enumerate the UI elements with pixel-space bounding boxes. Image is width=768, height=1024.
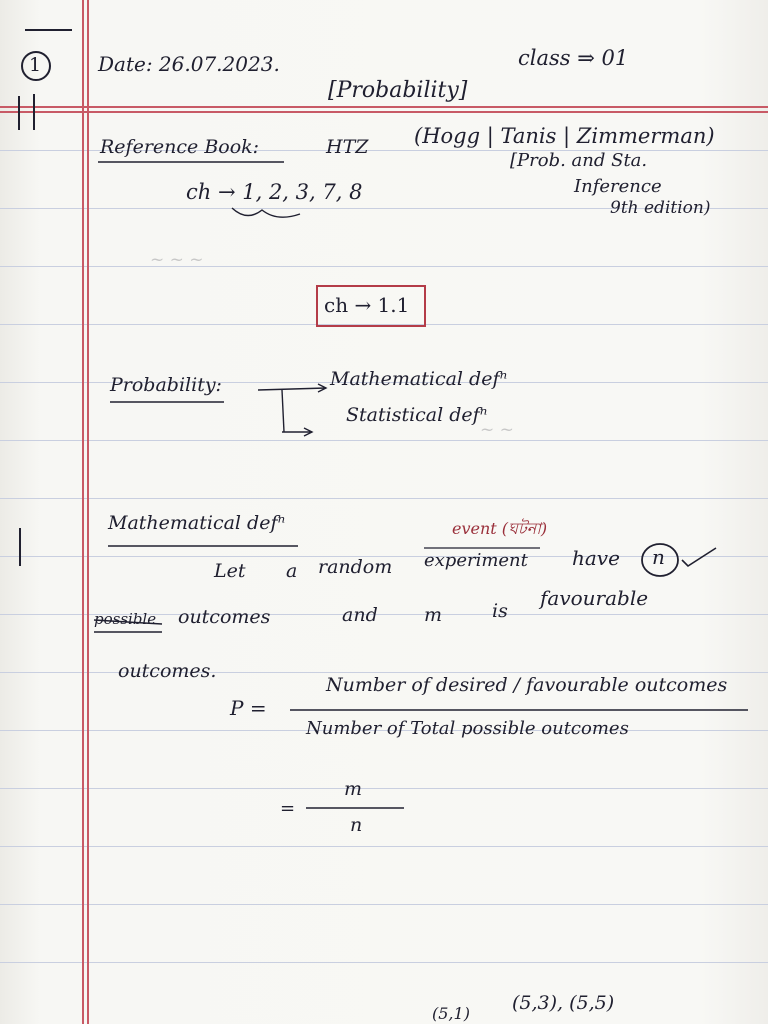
statistical-definition-branch: Statistical defⁿ xyxy=(346,404,488,426)
def-word-possible-struck: possible xyxy=(94,610,157,628)
date-text: Date: 26.07.2023. xyxy=(98,52,280,76)
page-number: 1 xyxy=(29,54,42,76)
def-variable-m: m xyxy=(424,604,443,626)
formula-numerator: Number of desired / favourable outcomes xyxy=(326,674,728,696)
def-word-experiment: experiment xyxy=(424,550,528,571)
def-word-a: a xyxy=(286,560,298,582)
def-word-let: Let xyxy=(214,560,246,582)
chapters-list: ch → 1, 2, 3, 7, 8 xyxy=(186,180,363,204)
bleed-through-text: ~ ~ xyxy=(480,420,514,440)
mathematical-definition-branch: Mathematical defⁿ xyxy=(330,368,508,390)
def-word-random: random xyxy=(318,556,393,578)
def-word-have: have xyxy=(572,546,620,570)
formula2-denominator: n xyxy=(350,814,363,836)
bottom-pairs: (5,3), (5,5) xyxy=(512,992,615,1014)
formula2-numerator: m xyxy=(344,778,363,800)
def-word-outcomes: outcomes xyxy=(178,606,271,628)
chapter-box-label: ch → 1.1 xyxy=(324,293,410,317)
formula-p: P = xyxy=(230,696,267,720)
def-variable-n: n xyxy=(652,545,665,569)
event-annotation: event (ঘটনা) xyxy=(452,519,548,538)
authors-text: (Hogg | Tanis | Zimmerman) xyxy=(414,124,715,148)
def-word-favourable: favourable xyxy=(540,586,649,610)
bleed-through-text: ~ ~ ~ xyxy=(150,250,204,270)
chapter-box xyxy=(316,285,426,327)
class-text: class ⇒ 01 xyxy=(518,46,629,70)
edition-text: 9th edition) xyxy=(610,198,711,218)
math-definition-heading: Mathematical defⁿ xyxy=(108,512,286,534)
formula-denominator: Number of Total possible outcomes xyxy=(306,718,629,739)
book-title-line1: [Prob. and Sta. xyxy=(510,150,648,171)
bottom-partial-pair: (5,1) xyxy=(432,1004,470,1023)
reference-label: Reference Book: xyxy=(100,136,260,158)
formula2-equals: = xyxy=(280,798,296,819)
def-word-is: is xyxy=(492,600,508,622)
page-title: [Probability] xyxy=(328,78,468,103)
book-title-line2: Inference xyxy=(574,176,662,197)
def-word-and: and xyxy=(342,604,378,626)
probability-root: Probability: xyxy=(110,374,222,396)
def-word-outcomes-end: outcomes. xyxy=(118,660,217,682)
book-code: HTZ xyxy=(326,136,369,158)
